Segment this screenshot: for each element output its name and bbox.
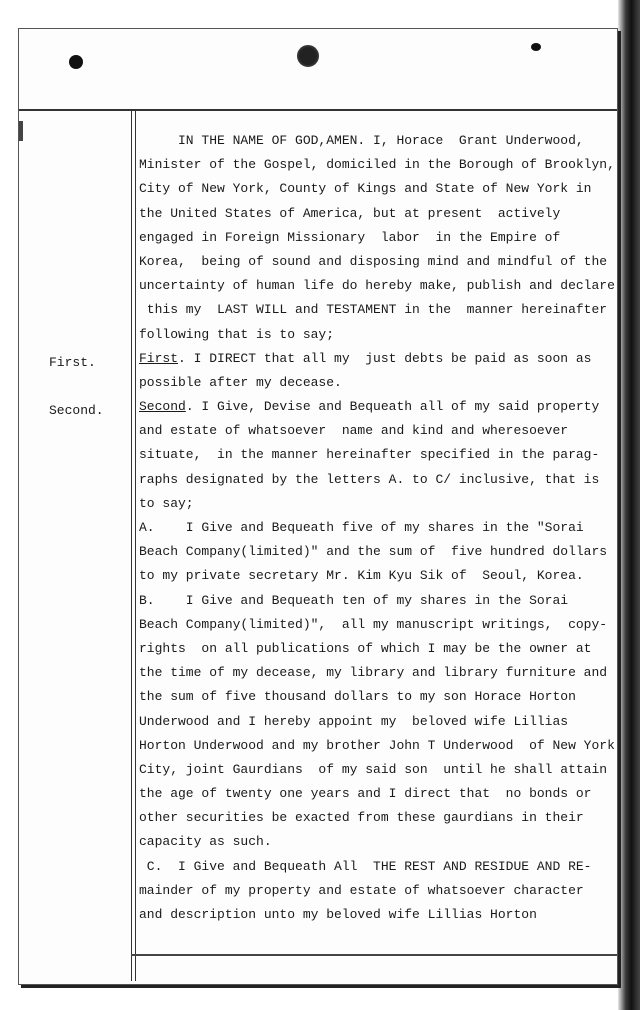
margin-note-first: First.	[49, 355, 96, 370]
text-line: Minister of the Gospel, domiciled in the Borough of Brooklyn,	[139, 157, 615, 173]
text-line: the United States of America, but at present actively	[139, 205, 561, 221]
header-band	[19, 29, 617, 111]
margin-rule	[131, 111, 136, 981]
text-line: the sum of five thousand dollars to my son Horace Horton	[139, 689, 576, 705]
text-line: following that is to say;	[139, 326, 335, 342]
punch-hole-icon	[69, 55, 83, 69]
will-text	[139, 129, 615, 927]
grommet-icon	[297, 45, 319, 67]
text-line: Horton Underwood and my brother John T Underwood of New York	[139, 737, 615, 753]
underlined-heading: First	[139, 350, 179, 366]
text-line: First. I DIRECT that all my just debts be paid as soon as	[139, 350, 592, 366]
margin-note-second: Second.	[49, 403, 104, 418]
margin-tick	[19, 121, 23, 141]
text-line: capacity as such.	[139, 834, 272, 850]
text-line: C. I Give and Bequeath All THE REST AND RESIDUE AND RE-	[139, 858, 592, 874]
text-line: A. I Give and Bequeath five of my shares in the "Sorai	[139, 520, 584, 535]
text-line: uncertainty of human life do hereby make, publish and declare	[139, 278, 615, 294]
text-line: the age of twenty one years and I direct that no bonds or	[139, 786, 592, 802]
punch-hole-icon	[531, 43, 541, 51]
text-line: IN THE NAME OF GOD,AMEN. I, Horace Grant Underwood,	[139, 133, 584, 148]
text-line: this my LAST WILL and TESTAMENT in the manner hereinafter	[139, 302, 608, 318]
text-line: Korea, being of sound and disposing mind and mindful of the	[139, 253, 608, 269]
text-line: engaged in Foreign Missionary labor in the Empire of	[139, 229, 561, 245]
text-line: City, joint Gaurdians of my said son until he shall attain	[139, 761, 608, 777]
text-line: raphs designated by the letters A. to C/ inclusive, that is	[139, 471, 600, 487]
text-line: Second. I Give, Devise and Bequeath all of my said property	[139, 399, 600, 415]
text-line: to say;	[139, 495, 194, 511]
text-line: Underwood and I hereby appoint my beloved wife Lillias	[139, 713, 569, 729]
text-line: to my private secretary Mr. Kim Kyu Sik of Seoul, Korea.	[139, 568, 584, 584]
text-line: possible after my decease.	[139, 374, 342, 390]
bottom-rule	[131, 954, 617, 956]
text-line: Beach Company(limited)" and the sum of five hundred dollars	[139, 544, 608, 560]
scan-edge	[618, 0, 640, 1010]
document-page	[18, 28, 618, 985]
text-line: rights on all publications of which I may be the owner at	[139, 640, 592, 656]
text-line: and estate of whatsoever name and kind and wheresoever	[139, 423, 569, 439]
text-line: Beach Company(limited)", all my manuscript writings, copy-	[139, 616, 608, 632]
text-line: mainder of my property and estate of whatsoever character	[139, 882, 584, 898]
text-line: other securities be exacted from these gaurdians in their	[139, 810, 584, 826]
underlined-heading: Second	[139, 399, 186, 415]
text-line: City of New York, County of Kings and State of New York in	[139, 181, 592, 197]
text-line: B. I Give and Bequeath ten of my shares in the Sorai	[139, 592, 569, 608]
text-line: situate, in the manner hereinafter specified in the parag-	[139, 447, 600, 463]
text-line: and description unto my beloved wife Lillias Horton	[139, 907, 537, 922]
text-line: the time of my decease, my library and library furniture and	[139, 665, 608, 681]
